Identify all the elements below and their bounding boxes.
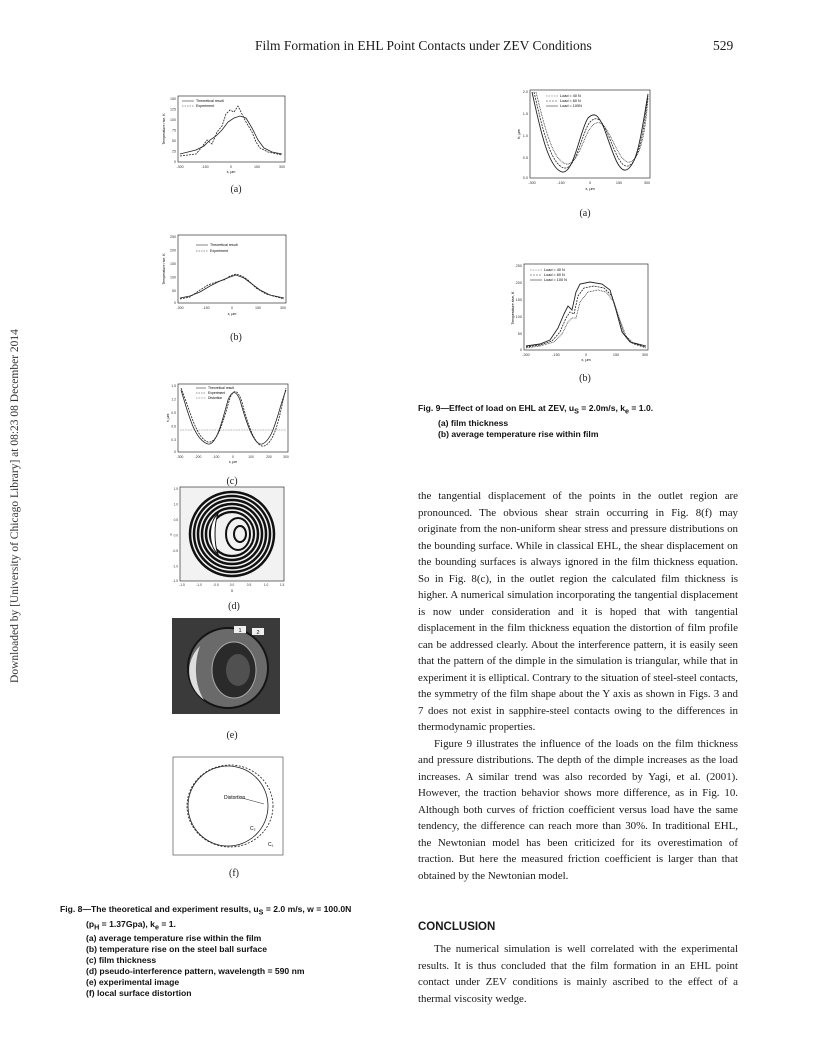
- fig8d-ytick: 1.5: [173, 487, 178, 491]
- fig9b-legend-3: Load = 100 N: [544, 278, 567, 282]
- fig8d-ytick: -1.5: [172, 579, 178, 583]
- fig9b-ytick: 0: [519, 348, 522, 352]
- fig8b-chart: [160, 232, 292, 316]
- fig9b-xtick: 300: [641, 353, 649, 357]
- fig8b-experiment-curve: [180, 274, 284, 299]
- fig9-caption-item: (b) average temperature rise within film: [438, 428, 599, 439]
- fig8d-ytick: -0.5: [172, 549, 178, 553]
- fig8a-xtick: 300: [279, 165, 285, 169]
- fig9-caption-item: (a) film thickness: [438, 417, 509, 428]
- fig8c-xtick: 200: [266, 455, 272, 459]
- fig8b-xtick: -300: [176, 306, 184, 310]
- fig9a-xtick: -150: [557, 181, 565, 185]
- fig9b-legend-1: Load = 40 N: [544, 268, 565, 272]
- fig9a-xtick: 150: [615, 181, 623, 185]
- fig9b-ytick: 200: [515, 281, 522, 285]
- fig9b-xtick: -300: [522, 353, 530, 357]
- fig8c-ytick: 0.3: [171, 438, 176, 442]
- fig9a-xtick: 300: [643, 181, 651, 185]
- fig8a-theory-curve: [180, 116, 282, 154]
- fig9a-legend-1: Load = 40 N: [560, 94, 581, 98]
- fig8-caption: Fig. 8—The theoretical and experiment results, $u_S = 2.0$ m/s, w = 100.0N $(p_H = 1.37Gpa)$, $k_e = 1$. (a) average temperature rise within the film (b) temperature rise on the steel ball surface (c) film thickness (d) pseudo-interference pattern, wavelength = 590 nm (e) experimental image (f) local surface distortion: [60, 904, 390, 999]
- fig9a-xlabel: x, μm: [585, 187, 595, 191]
- fig8b-ytick: 100: [170, 275, 176, 280]
- fig8b-xlabel: x, μm: [227, 312, 237, 316]
- fig8d-xtick: 0.0: [229, 583, 235, 587]
- fig9a-ytick: 0.0: [522, 176, 528, 180]
- fig8b-ytick: 0: [174, 301, 176, 305]
- fig9b-xlabel: x, μm: [581, 358, 591, 362]
- fig8a-experiment-curve: [180, 106, 282, 156]
- fig8a-xlabel: x, μm: [226, 170, 236, 174]
- fig8f-c2-label: C₂: [250, 826, 256, 832]
- fig9a-ytick: 1.0: [522, 134, 528, 138]
- fig8-caption-item: (b) temperature rise on the steel ball surface: [86, 944, 268, 955]
- fig9b-legend-2: Load = 60 N: [544, 273, 565, 277]
- fig8c-ytick: 0: [174, 450, 176, 454]
- fig8c-ytick: 1.2: [171, 397, 176, 402]
- fig8b-label: (b): [230, 332, 242, 343]
- fig8a-xtick: -150: [201, 165, 209, 169]
- fig8a-chart: [160, 92, 290, 174]
- fig8a-ytick: 75: [172, 128, 176, 133]
- fig8-caption-item: (a) average temperature rise within the film: [86, 933, 262, 944]
- fig8c-xtick: 0: [232, 455, 234, 459]
- fig9b-ytick: 100: [515, 315, 522, 319]
- body-column: [418, 488, 738, 884]
- fig8c-xtick: -100: [212, 455, 220, 459]
- fig8f-distortion: [172, 756, 284, 856]
- fig8c-legend-2: Experiment: [208, 391, 226, 395]
- body-paragraph-1: the tangential displacement of the points in the outlet region are pronounced. The obvious shear strain occurring in Fig. 8(f) may originate from the non-uniform shear stress and pressure distributions on the bounding surface. While in classical EHL, the shear displacement on the bounding surfaces is always ignored in the film thickness equation. So in Fig. 8(c), in the outlet region the calculated film thickness is higher. A numerical simulation incorporating the tangential displacement is now under consideration and it is hoped that with tangential displacement in the film thickness equation the distortion of film profile can be addressed clearly. About the interference pattern, it is easily seen that the pattern of the dimple in the simulation is triangular, while that in experiment it is elliptical. Contrary to the situation of steel-steel contacts, the symmetry of the film shape about the Y axis as shown in Figs. 3 and 7 does not exist in sapphire-steel contacts owing to the differences in thermodynamic properties.: [418, 490, 738, 733]
- conclusion-paragraph: The numerical simulation is well correlated with the experimental results. It is thus concluded that the film formation in an EHL point contact under ZEV conditions is mainly ascribed to the effect of a thermal viscosity wedge.: [418, 943, 738, 1005]
- fig8d-ytick: -1.0: [172, 564, 178, 569]
- fig8b-legend-1: Theoretical result: [210, 243, 238, 247]
- fig8-caption-item: (d) pseudo-interference pattern, wavelength = 590 nm: [86, 966, 305, 977]
- fig8f-leader: [242, 798, 264, 804]
- fig9a-curve-60n: [534, 92, 648, 168]
- fig8d-xtick: 0.5: [246, 583, 252, 587]
- fig9b-xtick: 150: [612, 353, 620, 357]
- fig9a-xtick: -300: [528, 181, 536, 185]
- fig8c-xlabel: x, μm: [228, 460, 238, 464]
- fig8d-xtick: -1.0: [196, 583, 202, 587]
- fig8d-xtick: 1.0: [263, 583, 269, 587]
- fig9a-curve-40n: [536, 92, 648, 164]
- fig8e-experimental-image: [172, 618, 280, 714]
- fig8b-ytick: 200: [170, 248, 176, 253]
- fig9a-ylabel: h, μm: [517, 129, 521, 139]
- fig8c-label: (c): [226, 476, 238, 487]
- fig9b-ytick: 50: [517, 332, 522, 336]
- fig8a-ylabel: Temperature rise, K: [162, 113, 166, 145]
- fig8-caption-item: (f) local surface distortion: [86, 988, 192, 999]
- fig8d-ytick: 0.0: [173, 533, 178, 538]
- fig8d-ylabel: Y: [169, 533, 173, 537]
- fig8a-legend-1: Theoretical result: [196, 99, 224, 103]
- fig8b-xtick: -150: [202, 306, 210, 310]
- fig9b-ytick: 150: [515, 298, 522, 302]
- fig8b-ytick: 250: [170, 235, 176, 239]
- fig8a-xtick: 150: [254, 165, 260, 169]
- fig8c-xtick: 100: [248, 455, 254, 459]
- fig9b-chart: [510, 262, 650, 362]
- fig9a-curve-100n: [532, 92, 648, 172]
- fig9b-label: (b): [579, 373, 591, 384]
- fig8c-frame: [178, 384, 288, 452]
- fig8b-xtick: 300: [280, 306, 286, 310]
- fig8f-c1-label: C₁: [268, 842, 274, 848]
- fig8b-xtick: 150: [255, 306, 261, 310]
- fig8b-ylabel: Temperature rise, K: [162, 253, 166, 285]
- fig8a-ytick: 0: [174, 160, 176, 164]
- fig8e-mark-2: 2: [256, 630, 260, 636]
- fig8a-ytick: 50: [172, 139, 176, 143]
- conclusion-column: [418, 941, 738, 1007]
- fig8c-chart: [166, 382, 291, 464]
- fig8b-legend-2: Experiment: [210, 249, 229, 253]
- fig8-caption-item: (c) film thickness: [86, 955, 157, 966]
- fig8d-xlabel: X: [230, 589, 234, 593]
- fig8b-theory-curve: [180, 275, 284, 298]
- fig9b-xtick: -150: [552, 353, 560, 357]
- fig8d-interference: [168, 484, 288, 596]
- fig9a-chart: [516, 88, 654, 206]
- fig9a-xtick: 0: [588, 181, 592, 185]
- fig8d-xtick: -0.5: [213, 583, 219, 587]
- fig8-caption-item: (e) experimental image: [86, 977, 180, 988]
- fig8c-ylabel: h, μm: [166, 413, 170, 423]
- fig8b-ytick: 150: [170, 262, 176, 266]
- fig9b-ytick: 250: [515, 264, 522, 268]
- fig8e-mark-1: 1: [238, 628, 242, 634]
- fig8c-xtick: -200: [194, 455, 202, 459]
- fig8c-xtick: 300: [283, 455, 289, 459]
- fig8c-ytick: 0.9: [171, 411, 176, 415]
- fig8e-label: (e): [226, 730, 238, 741]
- running-header: Film Formation in EHL Point Contacts under ZEV Conditions: [255, 38, 592, 53]
- fig8a-legend-2: Experiment: [196, 104, 215, 108]
- fig8c-xtick: -300: [176, 455, 184, 459]
- fig9a-ytick: 1.5: [522, 112, 528, 116]
- fig9b-ylabel: Temperature rise, K: [511, 291, 515, 325]
- fig8a-xtick: 0: [230, 165, 232, 169]
- body-paragraph-2: Figure 9 illustrates the influence of the loads on the film thickness and pressure distributions. The depth of the dimple increases as the load increases. A similar trend was also recorded by Yagi, et al. (2001). However, the traction behavior shows more difference, as in Fig. 10. Although both curves of friction coefficient versus load have the same tendency, the difference can reach more than 30%. In traditional EHL, the Newtonian model has been criticized for its overestimation of traction. But here the measured friction coefficient is larger than that obtained by the Newtonian model.: [418, 737, 738, 882]
- fig8f-label: (f): [229, 868, 239, 879]
- fig9a-ytick: 2.0: [522, 90, 528, 94]
- fig8f-frame: [173, 757, 283, 855]
- fig9-caption: Fig. 9—Effect of load on EHL at ZEV, $u_S = 2.0m/s$, $k_e = 1.0$. (a) film thickness (b) average temperature rise within film: [418, 403, 748, 440]
- fig8b-ytick: 50: [172, 289, 176, 293]
- fig8a-xticks: [176, 165, 285, 169]
- fig8b-xtick: 0: [231, 306, 233, 310]
- fig8d-xtick: -1.5: [179, 583, 185, 587]
- fig8d-ytick: 0.5: [173, 518, 178, 522]
- fig8c-legend-1: Theoretical result: [208, 386, 235, 390]
- fig8a-ytick: 25: [172, 149, 176, 154]
- fig9b-curve-60n: [526, 286, 646, 347]
- fig8f-distortion-label: Distortion: [224, 795, 246, 801]
- fig8f-circle-c1: [188, 766, 268, 846]
- page-number: 529: [713, 38, 734, 53]
- fig9a-legend-2: Load = 60 N: [560, 99, 581, 103]
- fig8a-label: (a): [230, 184, 242, 195]
- fig8c-ytick: 1.5: [171, 384, 176, 388]
- fig8a-yticks: [170, 97, 176, 164]
- fig9a-ytick: 0.5: [522, 156, 528, 160]
- fig9b-frame: [524, 264, 648, 350]
- fig8a-ytick: 150: [170, 97, 176, 101]
- conclusion-heading: CONCLUSION: [418, 921, 496, 933]
- download-note: Downloaded by [University of Chicago Library] at 08:23 08 December 2014: [9, 329, 21, 683]
- fig8c-experiment-curve: [181, 388, 286, 446]
- fig8a-ytick: 125: [170, 107, 176, 112]
- fig9b-curve-100n: [526, 282, 646, 346]
- fig8c-ytick: 0.6: [171, 424, 176, 429]
- fig8d-label: (d): [228, 601, 240, 612]
- fig9b-xtick: 0: [584, 353, 588, 357]
- fig8d-ytick: 1.0: [173, 502, 178, 507]
- fig8a-ytick: 100: [170, 118, 176, 122]
- fig8a-xtick: -300: [176, 165, 184, 169]
- fig9a-legend-3: Load = 100N: [560, 104, 582, 108]
- fig8c-legend-3: Distortion: [208, 396, 223, 400]
- fig9a-label: (a): [579, 208, 591, 219]
- fig8d-xtick: 1.5: [279, 583, 285, 587]
